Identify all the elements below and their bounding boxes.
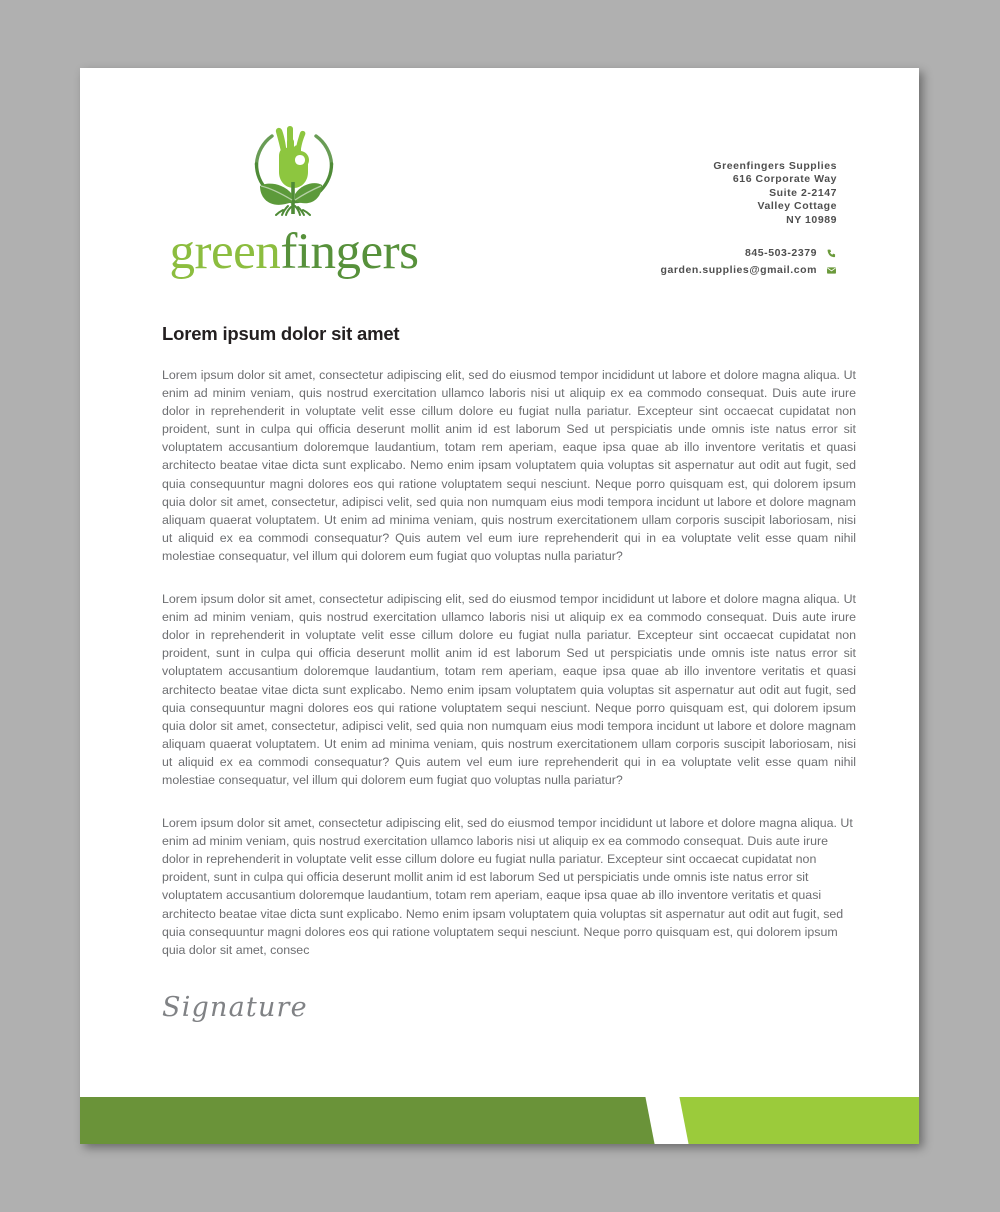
address-lines [661, 160, 837, 227]
email-address: garden.supplies@gmail.com [660, 263, 817, 276]
envelope-icon [826, 265, 837, 276]
phone-row[interactable] [661, 246, 837, 261]
signature-text: Signature [162, 991, 308, 1023]
address-line-state-zip: NY 10989 [786, 213, 837, 226]
footer-dark-band [80, 1097, 669, 1144]
footer-light-band [655, 1097, 919, 1144]
letterhead-header [80, 68, 919, 298]
address-line-company: Greenfingers Supplies [713, 160, 837, 172]
wordmark-fingers: fingers [280, 224, 419, 280]
footer-bands [80, 1097, 919, 1144]
address-line-street: 616 Corporate Way [732, 173, 837, 186]
brand-block [164, 120, 424, 280]
body-paragraph-1: Lorem ipsum dolor sit amet, consectetur adipiscing elit, sed do eiusmod tempor incididunt ut labore et dolore magna aliqua. Ut enim ad minim veniam, quis nostrud exercitation ullamco laboris nisi ut aliquip ex ea commodo consequat. Duis aute irure dolor in reprehenderit in voluptate velit esse cillum dolore eu fugiat nulla pariatur. Excepteur sint occaecat cupidatat non proident, sunt in culpa qui officia deserunt mollit anim id est laborum Sed ut perspiciatis unde omnis iste natus error sit voluptatem accusantium doloremque laudantium, totam rem aperiam, eaque ipsa quae ab illo inventore veritatis et quasi architecto beatae vitae dicta sunt explicabo. Nemo enim ipsam voluptatem quia voluptas sit aspernatur aut odit aut fugit, sed quia consequuntur magni dolores eos qui ratione voluptatem sequi nesciunt. Neque porro quisquam est, qui dolorem ipsum quia dolor sit amet, consectetur, adipisci velit, sed quia non numquam eius modi tempora incidunt ut labore et dolore magnam aliquam quaerat voluptatem. Ut enim ad minima veniam, quis nostrum exercitationem ullam corporis suscipit laboriosam, nisi ut aliquid ex ea commodi consequatur? Quis autem vel eum iure reprehenderit qui in ea voluptate velit esse quam nihil molestiae consequatur, vel illum qui dolorem eum fugiat quo voluptas nulla pariatur? [162, 368, 856, 563]
contact-rows [661, 246, 837, 278]
phone-icon [826, 248, 837, 259]
body-paragraph-3: Lorem ipsum dolor sit amet, consectetur adipiscing elit, sed do eiusmod tempor incididunt ut labore et dolore magna aliqua. Ut enim ad minim veniam, quis nostrud exercitation ullamco laboris nisi ut aliquip ex ea commodo consequat. Duis aute irure dolor in reprehenderit in voluptate velit esse cillum dolore eu fugiat nulla pariatur. Excepteur sint occaecat cupidatat non proident, sunt in culpa qui officia deserunt mollit anim id est laborum Sed ut perspiciatis unde omnis iste natus error sit voluptatem accusantium doloremque laudantium, totam rem aperiam, eaque ipsa quae ab illo inventore veritatis et quasi architecto beatae vitae dicta sunt explicabo. Nemo enim ipsam voluptatem quia voluptas sit aspernatur aut odit aut fugit, sed quia consequuntur magni dolores eos qui ratione voluptatem sequi nesciunt. Neque porro quisquam est, qui dolorem ipsum quia dolor sit amet, consec [162, 816, 853, 957]
phone-number: 845-503-2379 [745, 246, 817, 259]
letterhead-page [80, 68, 919, 1144]
address-line-city: Valley Cottage [757, 200, 837, 213]
email-row[interactable] [661, 263, 837, 278]
letter-heading: Lorem ipsum dolor sit amet [162, 323, 400, 344]
body-paragraph-2: Lorem ipsum dolor sit amet, consectetur adipiscing elit, sed do eiusmod tempor incididunt ut labore et dolore magna aliqua. Ut enim ad minim veniam, quis nostrud exercitation ullamco laboris nisi ut aliquip ex ea commodo consequat. Duis aute irure dolor in reprehenderit in voluptate velit esse cillum dolore eu fugiat nulla pariatur. Excepteur sint occaecat cupidatat non proident, sunt in culpa qui officia deserunt mollit anim id est laborum Sed ut perspiciatis unde omnis iste natus error sit voluptatem accusantium doloremque laudantium, totam rem aperiam, eaque ipsa quae ab illo inventore veritatis et quasi architecto beatae vitae dicta sunt explicabo. Nemo enim ipsam voluptatem quia voluptas sit aspernatur aut odit aut fugit, sed quia consequuntur magni dolores eos qui ratione voluptatem sequi nesciunt. Neque porro quisquam est, qui dolorem ipsum quia dolor sit amet, consectetur, adipisci velit, sed quia non numquam eius modi tempora incidunt ut labore et dolore magnam aliquam quaerat voluptatem. Ut enim ad minima veniam, quis nostrum exercitationem ullam corporis suscipit laboriosam, nisi ut aliquid ex ea commodi consequatur? Quis autem vel eum iure reprehenderit qui in ea voluptate velit esse quam nihil molestiae consequatur, vel illum qui dolorem eum fugiat quo voluptas nulla pariatur? [162, 592, 856, 787]
address-line-suite: Suite 2-2147 [769, 186, 837, 199]
wordmark-green: green [169, 224, 281, 280]
contact-block [661, 160, 837, 280]
brand-wordmark [164, 224, 424, 280]
letter-body [162, 323, 856, 1023]
hand-plant-circle-logo [238, 120, 350, 228]
